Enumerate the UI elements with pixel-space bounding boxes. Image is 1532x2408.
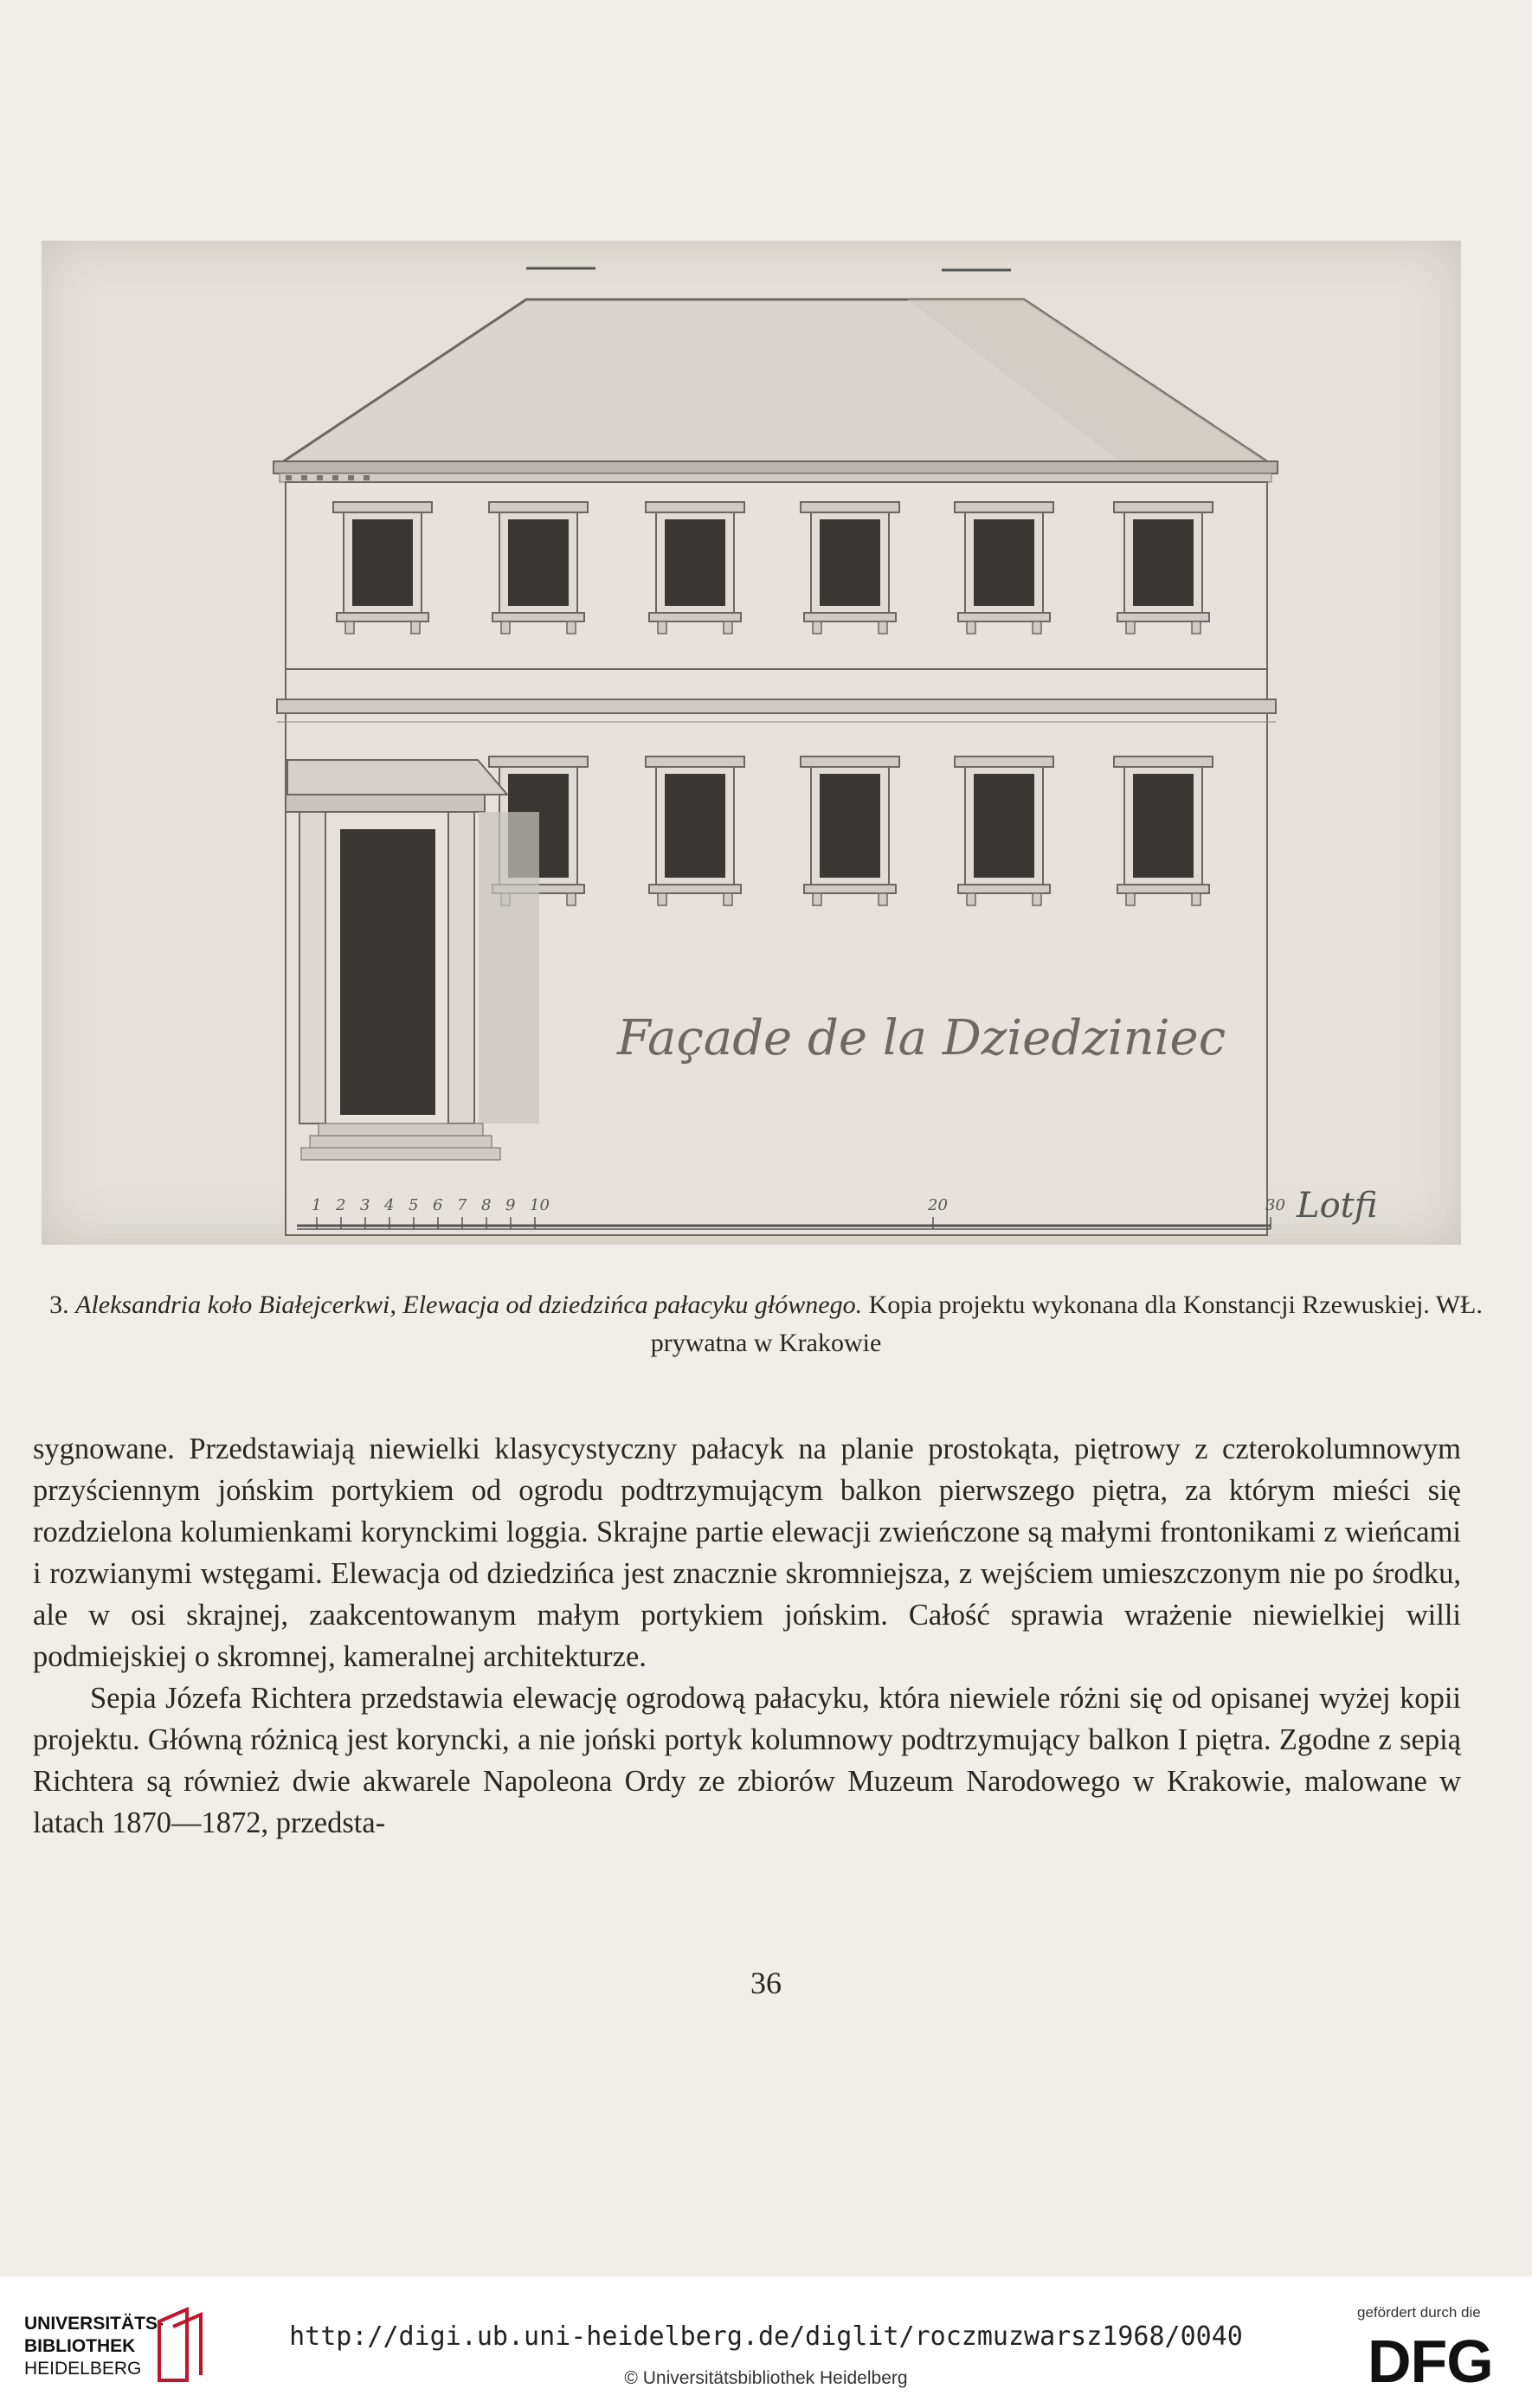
- window: [646, 502, 744, 634]
- scale-number: 10: [530, 1196, 550, 1214]
- scale-number: 9: [505, 1196, 516, 1214]
- scale-number: 20: [928, 1196, 948, 1214]
- script-inscription: Façade de la Dziedziniec: [617, 1010, 1226, 1066]
- scale-number: 5: [409, 1196, 419, 1214]
- library-line-3: HEIDELBERG: [24, 2359, 142, 2379]
- window: [801, 757, 899, 905]
- caption-rest: Kopia projektu wykonana dla Konstancji Rzewuskiej. WŁ. prywatna w Krakowie: [650, 1291, 1483, 1357]
- window: [955, 757, 1053, 905]
- window: [489, 502, 588, 634]
- scale-number: 7: [457, 1196, 467, 1214]
- source-url[interactable]: http://digi.ub.uni-heidelberg.de/diglit/roczmuzwarsz1968/0040: [289, 2321, 1243, 2352]
- elevation-drawing: [42, 241, 1461, 1245]
- window: [955, 502, 1053, 634]
- page-number: 36: [750, 1966, 782, 2000]
- library-line-1: UNIVERSITÄTS-: [24, 2314, 164, 2334]
- window: [801, 502, 899, 634]
- library-line-2: BIBLIOTHEK: [24, 2336, 136, 2356]
- window: [333, 502, 432, 634]
- window: [1114, 502, 1213, 634]
- entrance-door: [340, 829, 435, 1115]
- copyright-notice: © Universitätsbibliothek Heidelberg: [624, 2368, 908, 2388]
- scale-number: 8: [481, 1196, 492, 1214]
- caption-number: 3.: [49, 1291, 69, 1319]
- cornice: [274, 461, 1278, 482]
- footer: [0, 2276, 1532, 2408]
- dfg-logo: DFG: [1368, 2328, 1493, 2395]
- window: [646, 757, 744, 905]
- paragraph-2: Sepia Józefa Richtera przedstawia elewację ogrodową pałacyku, która niewiele różni się od opisanej wyżej kopii projektu. Główną różnicą jest koryncki, a nie joński portyk kolumnowy podtrzymujący balkon I piętra. Zgodne z sepią Richtera są również dwie akwarele Napoleona Ordy ze zbiorów Muzeum Narodowego w Krakowie, malowane w latach 1870—1872, przedsta-: [33, 1682, 1461, 1839]
- body-text: [33, 1428, 1461, 1844]
- scale-number: 3: [360, 1196, 370, 1214]
- figure-plate: [42, 241, 1461, 1245]
- caption-title: Aleksandria koło Białejcerkwi, Elewacja od dziedzińca pałacyku głównego.: [75, 1291, 863, 1319]
- scale-number: 4: [384, 1196, 395, 1214]
- signature: Lotfi: [1297, 1186, 1378, 1226]
- figure-caption: [35, 1286, 1497, 1362]
- scale-number: 1: [312, 1196, 322, 1214]
- window: [1114, 757, 1213, 905]
- paragraph-1: sygnowane. Przedstawiają niewielki klasycystyczny pałacyk na planie prostokąta, piętrowy z czterokolumnowym przyściennym jońskim portykiem od ogrodu podtrzymującym balkon pierwszego piętra, za którym mieści się rozdzielona kolumienkami korynckimi loggia. Skrajne partie elewacji zwieńczone są małymi frontonikami z wieńcami i rozwianymi wstęgami. Elewacja od dziedzińca jest znacznie skromniejsza, z wejściem umieszczonym nie po środku, ale w osi skrajnej, zaakcentowanym małym portykiem jońskim. Całość sprawia wrażenie niewielkiej willi podmiejskiej o skromnej, kameralnej architekturze.: [33, 1433, 1461, 1673]
- scale-number: 30: [1265, 1196, 1285, 1214]
- scale-number: 6: [433, 1196, 443, 1214]
- funder-label: gefördert durch die: [1357, 2304, 1481, 2321]
- scale-number: 2: [336, 1196, 346, 1214]
